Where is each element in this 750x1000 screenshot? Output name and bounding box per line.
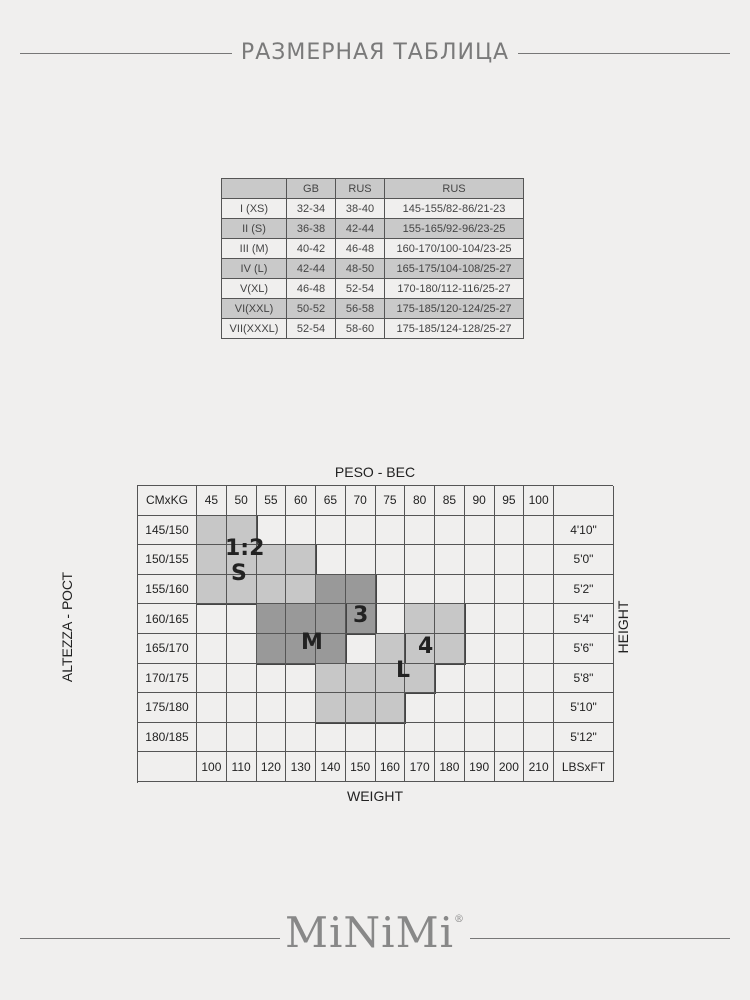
grid-cell	[257, 634, 287, 664]
cm-header: 145/150	[138, 516, 197, 546]
header-cell: RUS	[385, 179, 524, 199]
kg-header: 85	[435, 486, 465, 516]
kg-header: 100	[524, 486, 554, 516]
lbs-header: 120	[257, 752, 287, 782]
grid-cell	[316, 723, 346, 753]
grid-cell	[227, 723, 257, 753]
lbs-header: 200	[495, 752, 525, 782]
cm-header: 170/175	[138, 664, 197, 694]
kg-header: 95	[495, 486, 525, 516]
grid-cell	[465, 575, 495, 605]
kg-header: 90	[465, 486, 495, 516]
grid-cell	[524, 634, 554, 664]
grid-cell	[197, 516, 227, 546]
grid-cell	[197, 634, 227, 664]
table-row	[222, 239, 524, 259]
size-table	[221, 178, 524, 339]
grid-cell	[465, 634, 495, 664]
grid-cell	[346, 693, 376, 723]
grid-corner-bottom: LBSxFT	[554, 752, 614, 782]
ft-header: 5'2"	[554, 575, 614, 605]
cell: 32-34	[287, 199, 336, 219]
grid-cell	[405, 723, 435, 753]
cell: 36-38	[287, 219, 336, 239]
lbs-header: 180	[435, 752, 465, 782]
cell: I (XS)	[222, 199, 287, 219]
cell: 145-155/82-86/21-23	[385, 199, 524, 219]
brand-logo	[0, 908, 750, 957]
kg-header: 55	[257, 486, 287, 516]
ft-header: 5'0"	[554, 545, 614, 575]
zone-label-3: 3	[353, 603, 369, 628]
cell: 42-44	[287, 259, 336, 279]
grid-cell	[286, 723, 316, 753]
grid-left-label: ALTEZZA - РОСТ	[59, 571, 75, 683]
grid-cell	[495, 693, 525, 723]
lbs-header: 170	[405, 752, 435, 782]
grid-cell	[197, 664, 227, 694]
grid-cell	[435, 575, 465, 605]
grid-cell	[524, 545, 554, 575]
grid-cell	[524, 604, 554, 634]
kg-header: 50	[227, 486, 257, 516]
grid-cell	[465, 604, 495, 634]
kg-header: 75	[376, 486, 406, 516]
grid-cell	[376, 516, 406, 546]
grid-cell	[227, 604, 257, 634]
table-row	[222, 279, 524, 299]
cell: 155-165/92-96/23-25	[385, 219, 524, 239]
grid-cell	[495, 545, 525, 575]
grid-cell	[257, 604, 287, 634]
kg-header: 80	[405, 486, 435, 516]
lbs-header: 190	[465, 752, 495, 782]
lbs-header: 140	[316, 752, 346, 782]
grid-cell	[227, 693, 257, 723]
grid-cell	[346, 516, 376, 546]
grid-cell	[227, 634, 257, 664]
cell: 40-42	[287, 239, 336, 259]
grid-corner-top: CMxKG	[138, 486, 197, 516]
size-grid	[137, 485, 613, 783]
table-row	[222, 299, 524, 319]
kg-header: 45	[197, 486, 227, 516]
cell: VI(XXL)	[222, 299, 287, 319]
cell: II (S)	[222, 219, 287, 239]
ft-header: 5'10"	[554, 693, 614, 723]
grid-cell	[257, 575, 287, 605]
grid-right-label: HEIGHT	[615, 600, 631, 654]
grid-cell	[435, 664, 465, 694]
cell: 46-48	[287, 279, 336, 299]
header-cell	[222, 179, 287, 199]
zone-label-1-2: 1:2	[225, 536, 265, 561]
grid-bottom-label: WEIGHT	[347, 788, 403, 804]
cell: 50-52	[287, 299, 336, 319]
grid-cell	[197, 545, 227, 575]
lbs-header: 130	[286, 752, 316, 782]
table-row	[222, 199, 524, 219]
grid-cell	[405, 516, 435, 546]
cell: 175-185/124-128/25-27	[385, 319, 524, 339]
grid-cell	[286, 545, 316, 575]
table-row	[222, 259, 524, 279]
page-title: РАЗМЕРНАЯ ТАБЛИЦА	[240, 40, 510, 65]
cell: IV (L)	[222, 259, 287, 279]
grid-top-label: PESO - ВЕС	[334, 464, 416, 480]
grid-cell	[524, 723, 554, 753]
lbs-header: 160	[376, 752, 406, 782]
table-row	[222, 319, 524, 339]
grid-cell	[286, 575, 316, 605]
grid-cell	[376, 693, 406, 723]
cell: 42-44	[336, 219, 385, 239]
grid-cell	[257, 723, 287, 753]
kg-header: 70	[346, 486, 376, 516]
kg-header: 60	[286, 486, 316, 516]
grid-cell	[257, 664, 287, 694]
grid-cell	[405, 575, 435, 605]
grid-cell	[524, 575, 554, 605]
table-row	[222, 219, 524, 239]
ft-header: 5'6"	[554, 634, 614, 664]
cell: 52-54	[336, 279, 385, 299]
grid-cell	[286, 664, 316, 694]
cell: 56-58	[336, 299, 385, 319]
grid-cell	[435, 604, 465, 634]
grid-cell	[435, 634, 465, 664]
grid-cell	[524, 516, 554, 546]
header-cell: RUS	[336, 179, 385, 199]
grid-cell	[465, 516, 495, 546]
grid-cell	[316, 693, 346, 723]
grid-cell	[465, 664, 495, 694]
grid-cell	[495, 604, 525, 634]
grid-cell	[495, 516, 525, 546]
grid-cell	[346, 723, 376, 753]
cm-header: 165/170	[138, 634, 197, 664]
ft-header: 5'12"	[554, 723, 614, 753]
grid-cell	[495, 634, 525, 664]
cell: 38-40	[336, 199, 385, 219]
grid-cell	[197, 604, 227, 634]
grid-cell	[346, 575, 376, 605]
grid-cell	[197, 575, 227, 605]
ft-header: 4'10"	[554, 516, 614, 546]
grid-cell	[405, 604, 435, 634]
grid-corner-empty	[554, 486, 614, 516]
grid-cell	[465, 723, 495, 753]
grid-cell	[197, 723, 227, 753]
grid-cell	[346, 634, 376, 664]
lbs-header: 150	[346, 752, 376, 782]
grid-cell	[257, 693, 287, 723]
ft-header: 5'8"	[554, 664, 614, 694]
grid-cell	[376, 723, 406, 753]
cell: III (M)	[222, 239, 287, 259]
grid-cell	[524, 693, 554, 723]
grid-cell	[435, 516, 465, 546]
cell: 48-50	[336, 259, 385, 279]
grid-cell	[495, 723, 525, 753]
zone-label-l: L	[396, 658, 411, 683]
ft-header: 5'4"	[554, 604, 614, 634]
cell: 46-48	[336, 239, 385, 259]
header-cell: GB	[287, 179, 336, 199]
kg-header: 65	[316, 486, 346, 516]
cm-header: 175/180	[138, 693, 197, 723]
grid-cell	[495, 575, 525, 605]
cm-header: 180/185	[138, 723, 197, 753]
zone-label-s: S	[231, 561, 247, 586]
cm-header: 150/155	[138, 545, 197, 575]
cell: VII(XXXL)	[222, 319, 287, 339]
cell: 58-60	[336, 319, 385, 339]
grid-cell	[316, 545, 346, 575]
grid-cell	[376, 575, 406, 605]
cell: 52-54	[287, 319, 336, 339]
grid-cell	[316, 664, 346, 694]
grid-cell	[316, 516, 346, 546]
cm-header: 155/160	[138, 575, 197, 605]
lbs-header: 100	[197, 752, 227, 782]
brand-logo-text: MiNiMi	[284, 908, 455, 957]
grid-cell	[227, 664, 257, 694]
grid-cell	[286, 693, 316, 723]
registered-mark: ®	[454, 914, 466, 925]
cm-header: 160/165	[138, 604, 197, 634]
grid-cell	[316, 575, 346, 605]
grid-cell	[197, 693, 227, 723]
grid-cell	[435, 693, 465, 723]
grid-cell	[376, 604, 406, 634]
grid-cell	[376, 545, 406, 575]
zone-label-4: 4	[418, 634, 434, 659]
cell: 175-185/120-124/25-27	[385, 299, 524, 319]
size-table-header	[222, 179, 524, 199]
grid-cell	[435, 723, 465, 753]
grid-cell	[346, 545, 376, 575]
cell: V(XL)	[222, 279, 287, 299]
lbs-header: 210	[524, 752, 554, 782]
lbs-header: 110	[227, 752, 257, 782]
grid-cell	[524, 664, 554, 694]
cell: 160-170/100-104/23-25	[385, 239, 524, 259]
grid-cell	[286, 516, 316, 546]
grid-cell	[465, 545, 495, 575]
grid-cell	[405, 545, 435, 575]
grid-cell	[465, 693, 495, 723]
grid-corner-empty	[138, 752, 197, 782]
zone-label-m: M	[301, 630, 323, 655]
cell: 170-180/112-116/25-27	[385, 279, 524, 299]
grid-cell	[495, 664, 525, 694]
cell: 165-175/104-108/25-27	[385, 259, 524, 279]
grid-cell	[346, 664, 376, 694]
grid-cell	[435, 545, 465, 575]
grid-cell	[405, 693, 435, 723]
